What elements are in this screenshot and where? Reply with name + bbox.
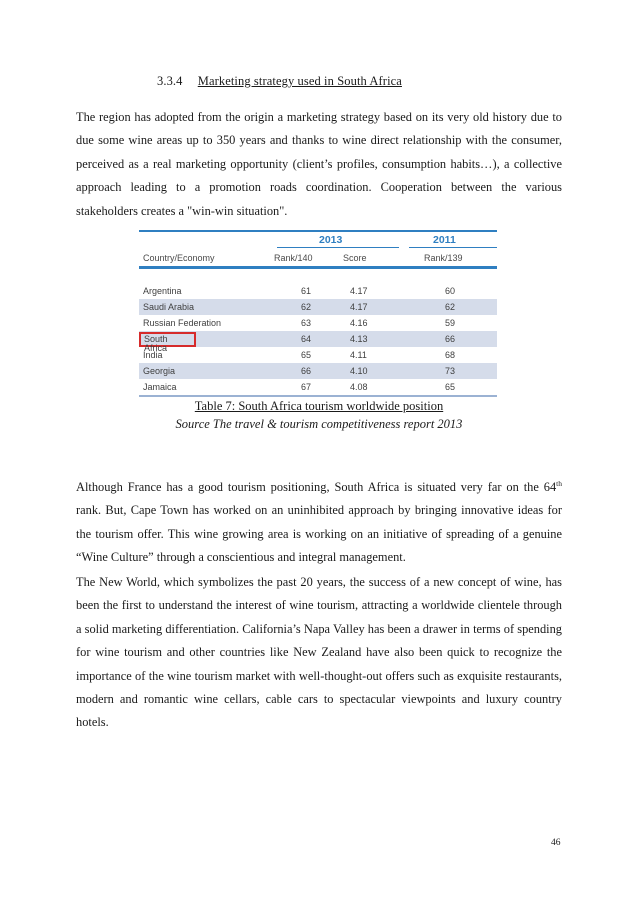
year-2013-label: 2013: [319, 234, 343, 246]
caption-source: Source The travel & tourism competitiveness report 2013: [175, 417, 463, 431]
paragraph-cape-town-start: Although France has a good tourism positioning, South Africa is situated very far on the 64: [76, 480, 557, 494]
cell-score: 4.11: [350, 350, 367, 360]
table-row-highlighted: [139, 331, 497, 353]
cell-rank: 61: [301, 286, 312, 296]
cell-rank: 62: [301, 302, 312, 312]
year-2011-label: 2011: [433, 234, 456, 246]
table-row: [139, 379, 497, 395]
cell-score: 4.17: [350, 302, 368, 312]
cell-country: India: [143, 350, 163, 360]
cell-country: Argentina: [143, 286, 182, 296]
cell-rank-2011: 73: [445, 366, 456, 376]
table-column-header: [139, 249, 497, 269]
ordinal-suffix: th: [556, 479, 562, 488]
header-rank140: Rank/140: [274, 253, 313, 263]
cell-rank: 67: [301, 382, 312, 392]
cell-score: 4.16: [350, 318, 368, 328]
cell-rank-2011: 68: [445, 350, 456, 360]
cell-rank-2011: 60: [445, 286, 456, 296]
cell-rank: 63: [301, 318, 312, 328]
cell-country-highlighted: South Africa: [139, 332, 196, 347]
section-heading: [157, 74, 402, 89]
section-number: 3.3.4: [157, 74, 183, 88]
cell-rank: 64: [301, 334, 312, 344]
cell-rank: 65: [301, 350, 312, 360]
ranking-table: [139, 230, 497, 397]
table-row: [139, 283, 497, 299]
section-title: Marketing strategy used in South Africa: [197, 74, 402, 88]
paragraph-new-world: The New World, which symbolizes the past 20 years, the success of a new concept of wine, has been the first to understand the interest of wine tourism, attracting a worldwide clientele through a solid marketing differentiation. California’s Napa Valley has been a drawer in terms of spending for wine tourism and other countries like New Zealand have also been quick to recognize the importance of the wine tourism market with well-thought-out offers such as exquisite restaurants, modern and romantic wine cellars, cable cars to spectacular viewpoints and luxury country hotels.: [76, 575, 562, 730]
cell-score: 4.13: [350, 334, 368, 344]
cell-score: 4.17: [350, 286, 368, 296]
table-row: [139, 347, 497, 363]
table-row: [139, 363, 497, 379]
header-country: Country/Economy: [143, 253, 215, 263]
cell-rank-2011: 59: [445, 318, 456, 328]
cell-score: 4.10: [350, 366, 368, 376]
cell-country: Saudi Arabia: [143, 302, 195, 312]
year-2011-underline: [409, 247, 497, 248]
table-row: [139, 315, 497, 331]
paragraph-region-strategy: The region has adopted from the origin a marketing strategy based on its very old history due to due some wine areas up to 350 years and thanks to wine direct relationship with the consumer, perceived as a real marketing opportunity (client’s profiles, consumption habits…), a collective approach leading to a promotion roads coordination. Cooperation between the various stakeholders creates a "win-win situation".: [76, 110, 562, 218]
page-number: 46: [551, 838, 561, 848]
table-year-header: [139, 230, 497, 249]
caption-title: Table 7: South Africa tourism worldwide position: [194, 399, 444, 413]
cell-score: 4.08: [350, 382, 368, 392]
cell-rank-2011: 65: [445, 382, 456, 392]
table-caption: [0, 397, 638, 433]
cell-rank-2011: 62: [445, 302, 456, 312]
header-rank139: Rank/139: [424, 253, 463, 263]
cell-rank: 66: [301, 366, 312, 376]
paragraph-cape-town-rest: rank. But, Cape Town has worked on an uninhibited approach by bringing innovative ideas for the tourism offer. This wine growing area is working on an initiative of spreading of a genuine “Wine Culture” through a conscientious and integral management.: [76, 503, 562, 565]
year-2013-underline: [277, 247, 399, 248]
cell-country: Georgia: [143, 366, 176, 376]
paragraph-cape-town: [76, 476, 562, 570]
cell-country: Jamaica: [143, 382, 177, 392]
table-row: [139, 299, 497, 315]
cell-country: Russian Federation: [143, 318, 222, 328]
header-score: Score: [343, 253, 367, 263]
cell-rank-2011: 66: [445, 334, 456, 344]
